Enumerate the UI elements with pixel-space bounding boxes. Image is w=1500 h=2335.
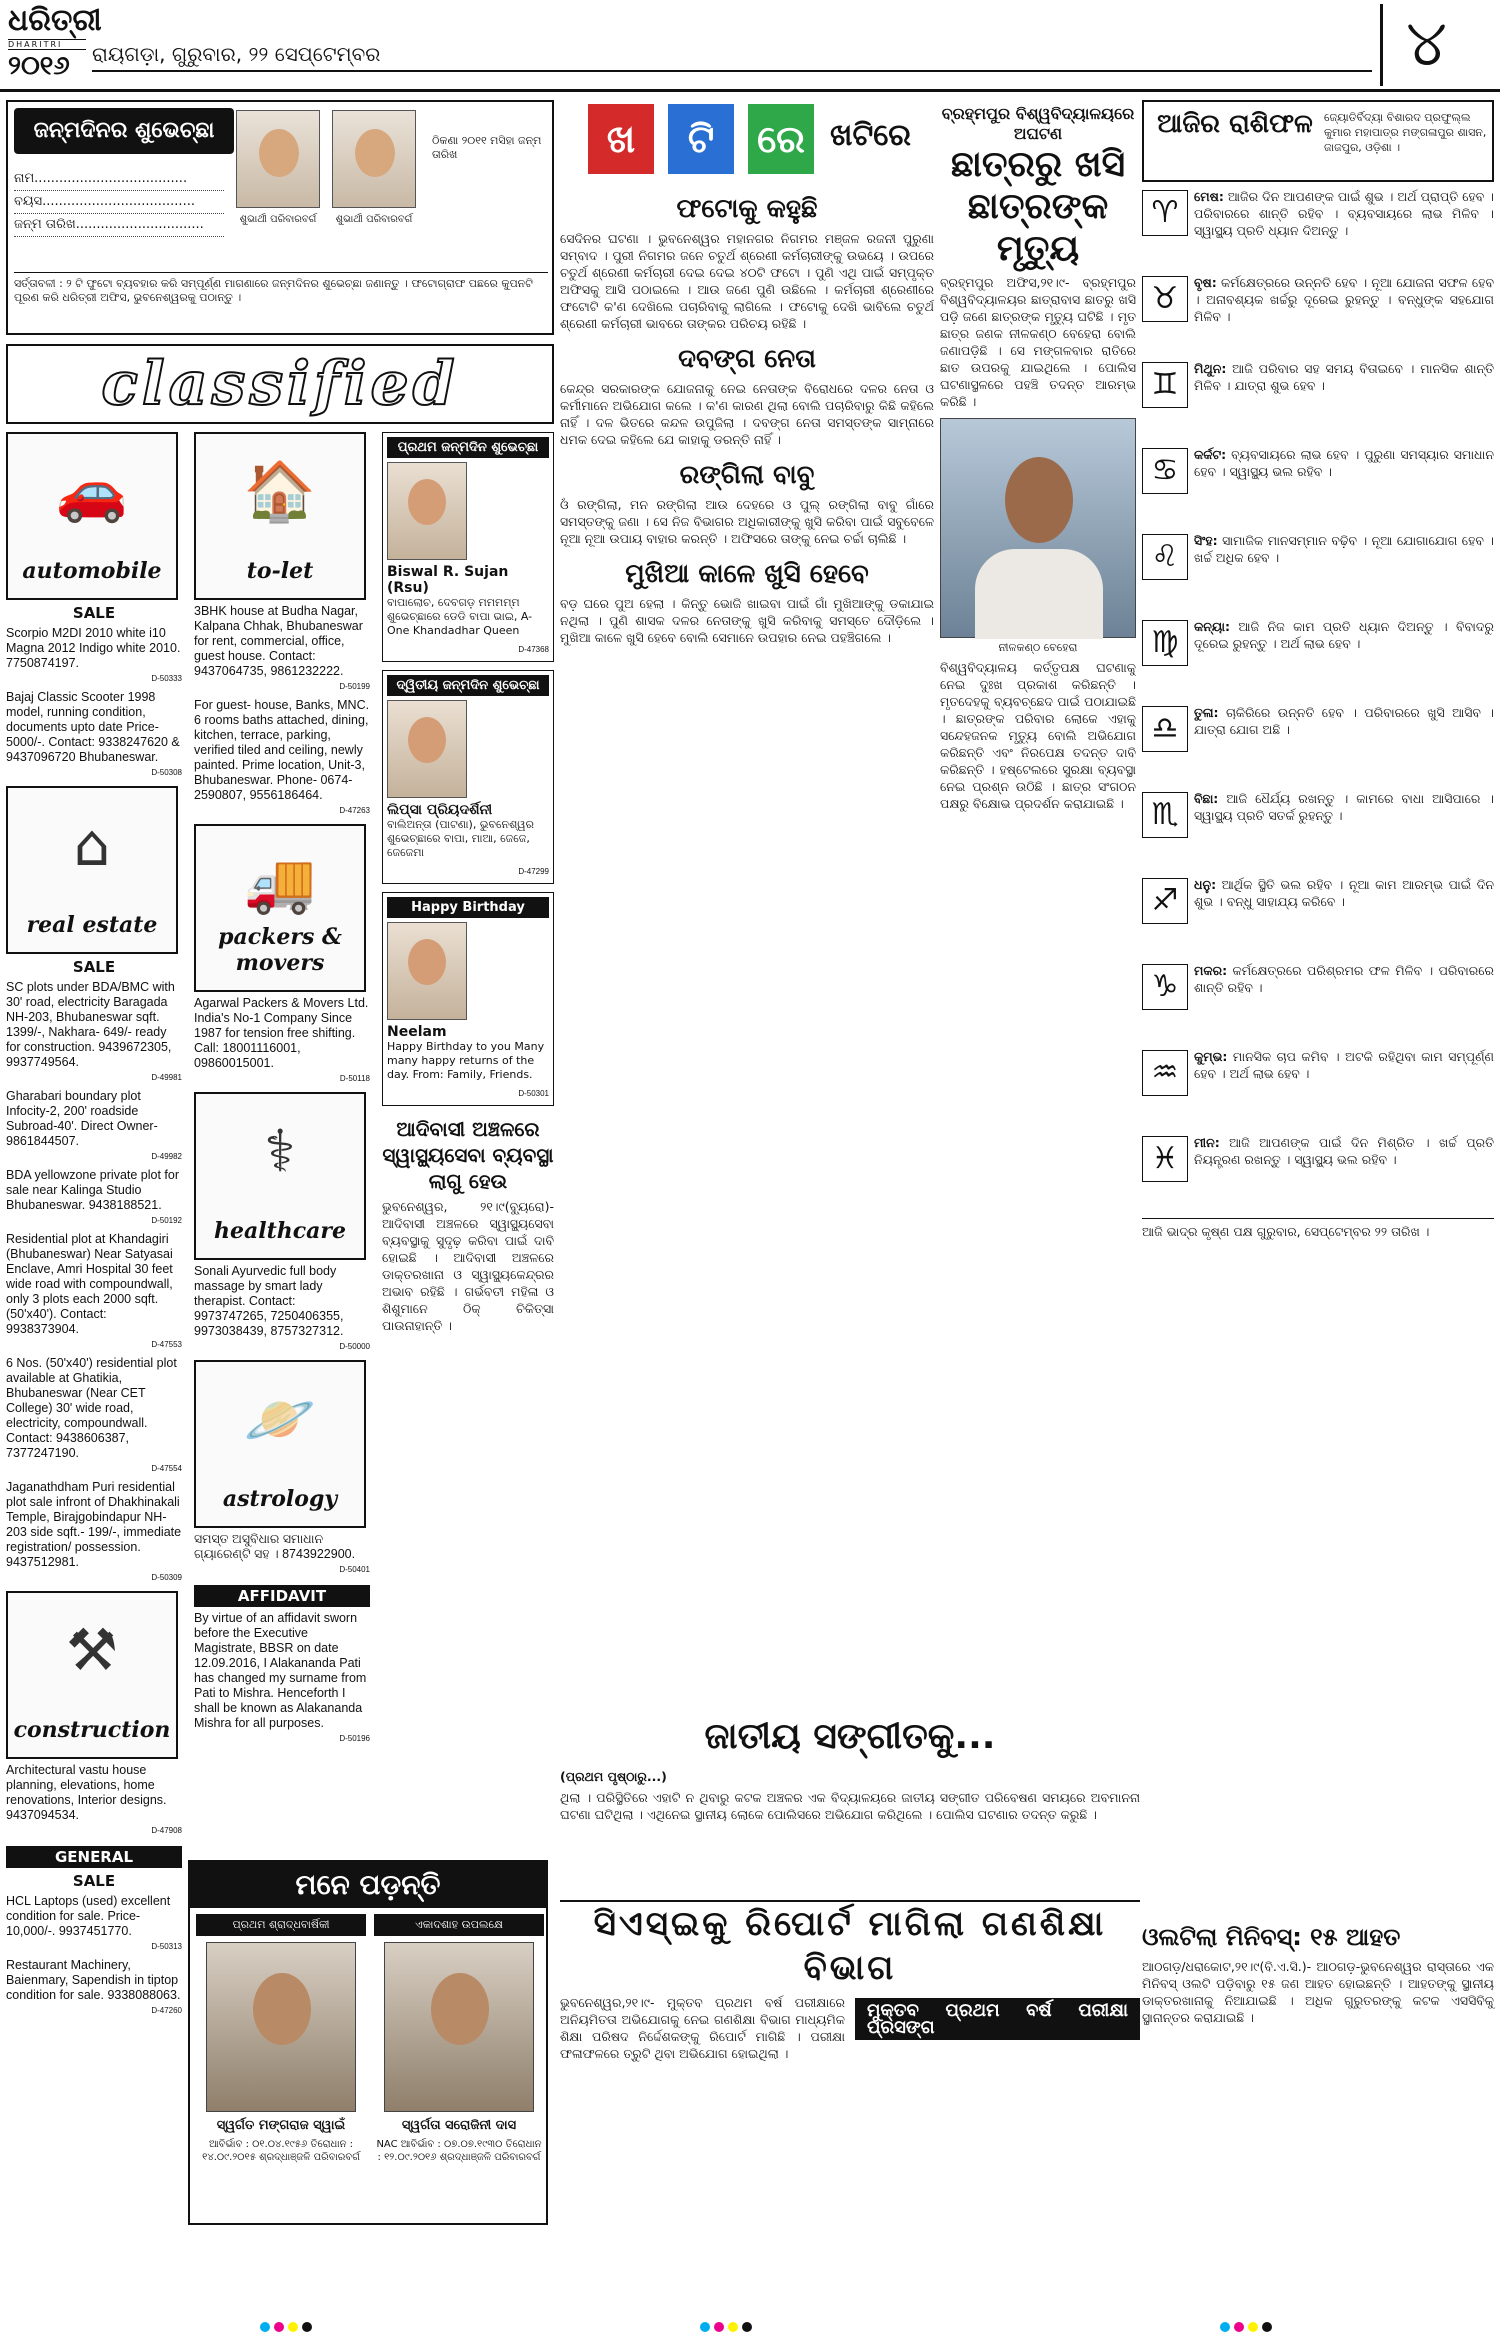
mane-text-right: NAC ଆବିର୍ଭାବ : ୦୭.୦୭.୧୯୩୦ ତିରୋଧାନ : ୧୨.୦୯.୨୦୧୬ ଶ୍ରଦ୍ଧାଞ୍ଜଳି ପରିବାରବର୍ଗ: [376, 2139, 542, 2163]
year: ୨୦୧୬: [8, 51, 70, 81]
rashi-item: [1142, 1134, 1494, 1214]
sangeet-body: ଥିଲା । ପରିସ୍ଥିତିରେ ଏହାଟି ନ ଥିବାରୁ କଟକ ଅଞ୍ଚଳର ଏକ ବିଦ୍ୟାଳୟରେ ଜାତୀୟ ସଙ୍ଗୀତ ପରିବେଷଣ ସମୟରେ ଅବମାନନା ଘଟଣା ଘଟିଥିଲା । ଏଥିନେଇ ସ୍ଥାନୀୟ ଲୋକେ ପୋଲିସରେ ଅଭିଯୋଗ କରିଥିଲେ । ପୋଲିସ ଘଟଣାର ତଦନ୍ତ କରୁଛି ।: [560, 1790, 1140, 1822]
rashi-name: କନ୍ୟା:: [1194, 619, 1231, 634]
rashi-list: [1142, 188, 1494, 1214]
rashi-item: [1142, 274, 1494, 354]
wish-card: [382, 432, 554, 662]
bull-icon: ♉: [1142, 276, 1188, 322]
truck-icon: 🚚: [243, 849, 317, 917]
wish-photo: [387, 700, 467, 798]
page-number: ୪: [1380, 4, 1470, 86]
rashi-name: ଧନୁ:: [1194, 877, 1217, 892]
story-body: ବଡ଼ ଘରେ ପୁଅ ହେଲା । କିନ୍ତୁ ଭୋଜି ଖାଇବା ପାଇଁ ଗାଁ ମୁଖିଆଙ୍କୁ ଡକାଯାଇ ନଥିଲା । ପୁଣି ଶାସକ ଦଳର ନେତାଙ୍କୁ ଖୁସି କରିବାକୁ ସମସ୍ତେ ଦୌଡ଼ିଲେ । ମୁଖିଆ କାଳେ ଖୁସି ହେବେ ବୋଲି ସେମାନେ ଉପହାର ନେଇ ପହଞ୍ଚିଗଲେ ।: [560, 596, 934, 645]
child-face-2: [355, 129, 395, 177]
student-photo: [940, 418, 1136, 638]
classified-ad: [6, 1763, 182, 1838]
ad-code: D-47263: [339, 806, 370, 815]
classified-ad: [6, 980, 182, 1085]
tile-label: packers & movers: [218, 924, 342, 976]
story-body: କେନ୍ଦ୍ର ସରକାରଙ୍କ ଯୋଜନାକୁ ନେଇ ନେତାଙ୍କ ବିରୋଧରେ ଦଳର ନେତା ଓ କର୍ମୀମାନେ ଅଭିଯୋଗ କଲେ । କ'ଣ କାରଣ ଥିଲା ବୋଲି ପଚାରିବାରୁ କିଛି କହିଲେ ନାହିଁ । ଦଳ ଭିତରେ କନ୍ଦଳ ଉପୁଜିଲା । ଦବଙ୍ଗ ନେତା ସମସ୍ତଙ୍କ ସାମ୍ନାରେ ଧମକ ଦେଇ କହିଲେ ଯେ କାହାକୁ ଡରନ୍ତି ନାହିଁ ।: [560, 381, 934, 447]
wish-card: [382, 670, 554, 884]
khatire-banner: [560, 104, 934, 182]
rashi-text: [1194, 790, 1494, 824]
scales-icon: ♎: [1142, 706, 1188, 752]
automobile-tile: [6, 432, 178, 600]
rashi-item: [1142, 360, 1494, 440]
cse-columns: [560, 1994, 1140, 2062]
ad-text: Scorpio M2DI 2010 white i10 Magna 2012 Indigo white 2010. 7750874197.: [6, 626, 181, 670]
mane-face-right: [431, 1973, 489, 2045]
story-head: ମୁଖିଆ କାଳେ ଖୁସି ହେବେ: [625, 559, 869, 589]
mane-sub-left: ପ୍ରଥମ ଶ୍ରାଦ୍ଧବାର୍ଷିକୀ: [196, 1914, 366, 1936]
ram-icon: ♈: [1142, 190, 1188, 236]
car-icon: 🚗: [55, 457, 129, 525]
ad-text: BDA yellowzone private plot for sale near Kalinga Studio Bhubaneswar. 9438188521.: [6, 1168, 180, 1212]
ad-text: Restaurant Machinery, Baienmary, Sapendish in tiptop condition for sale. 9338088063.: [6, 1958, 181, 2002]
ad-code: D-50192: [151, 1216, 182, 1225]
stethoscope-icon: ⚕: [264, 1117, 296, 1185]
real-estate-tile: [6, 786, 178, 954]
lion-icon: ♌: [1142, 534, 1188, 580]
ad-text: Jaganathdham Puri residential plot sale infront of Dhakhinakali Temple, Birajgobindapur NH-203 side sqft.- 199/-, immediate registration/ possession. 9437512981.: [6, 1480, 182, 1569]
child-photo-1: [236, 110, 320, 208]
planet-icon: 🪐: [243, 1385, 317, 1453]
wish-name: Neelam: [387, 1024, 447, 1040]
ad-code: D-47368: [518, 645, 549, 654]
mane-name-right: ସ୍ୱର୍ଗତା ସରୋଜିନୀ ଦାସ: [401, 2118, 517, 2133]
ad-text: Agarwal Packers & Movers Ltd. India's No-1 Company Since 1987 for tension free shifting. Call: 18001116001, 09860015001.: [194, 996, 369, 1070]
crab-icon: ♋: [1142, 448, 1188, 494]
rashi-prediction: ଆଜିର ଦିନ ଆପଣଙ୍କ ପାଇଁ ଶୁଭ । ଅର୍ଥ ପ୍ରାପ୍ତି ହେବ । ପରିବାରରେ ଶାନ୍ତି ରହିବ । ବ୍ୟବସାୟରେ ଲାଭ ମିଳିବ । ସ୍ୱାସ୍ଥ୍ୟ ପ୍ରତି ଧ୍ୟାନ ଦିଅନ୍ତୁ ।: [1194, 189, 1494, 238]
classified-ad: [194, 1532, 370, 1577]
form-line-name: ନାମ.....................................: [14, 168, 224, 191]
reg-dot-cyan: [700, 2322, 710, 2332]
ad-code: D-49981: [151, 1073, 182, 1082]
rashi-name: ବିଛା:: [1194, 791, 1219, 806]
news-kicker: ବ୍ରହ୍ମପୁର ବିଶ୍ୱବିଦ୍ୟାଳୟରେ ଅଘଟଣ: [941, 104, 1135, 143]
mane-sub-right: ଏକାଦଶାହ ଉପଲକ୍ଷେ: [374, 1914, 544, 1936]
rashi-item: [1142, 704, 1494, 784]
tile-label: construction: [13, 1717, 171, 1743]
story-head: ରଙ୍ଗିଲା ବାବୁ: [679, 460, 815, 490]
tribal-head: ଆଦିବାସୀ ଅଞ୍ଚଳରେ ସ୍ୱାସ୍ଥ୍ୟସେବା ବ୍ୟବସ୍ଥା ଲାଗୁ ହେଉ: [382, 1117, 554, 1193]
rashi-text: [1194, 360, 1494, 394]
news-column-c: [940, 100, 1136, 1810]
goat-icon: ♑: [1142, 964, 1188, 1010]
photo-caption: ନୀଳକଣ୍ଠ ବେହେରା: [998, 641, 1078, 654]
astrology-tile: [194, 1360, 366, 1528]
news-headline: ଛାତ୍ରରୁ ଖସି ଛାତ୍ରଙ୍କ ମୃତ୍ୟୁ: [950, 144, 1126, 269]
archer-icon: ♐: [1142, 878, 1188, 924]
minibus-head: ଓଲଟିଲା ମିନିବସ୍‌: ୧୫ ଆହତ: [1142, 1923, 1401, 1951]
wish-head: ପ୍ରଥମ ଜନ୍ମଦିନ ଶୁଭେଚ୍ଛା: [387, 437, 549, 458]
rashi-text: [1194, 704, 1494, 738]
rashi-text: [1194, 1134, 1494, 1168]
birthday-coupon: [6, 100, 554, 335]
birthday-terms: ସର୍ତ୍ତାବଳୀ : ୨ ଟି ଫୁଟୋ ବ୍ୟବହାର କରି ସମ୍ପୂର୍ଣ୍ଣ ମାଗଣାରେ ଜନ୍ମଦିନର ଶୁଭେଚ୍ଛା ଜଣାନ୍ତୁ । ଫଟୋଗ୍ରାଫ ପଛରେ କୁପନଟି ପୂରଣ କରି ଧରିତ୍ରୀ ଅଫିସ, ଭୁବନେଶ୍ୱରକୁ ପଠାନ୍ତୁ ।: [14, 272, 548, 305]
rashi-text: [1194, 274, 1494, 325]
brand-sub: DHARITRI: [8, 39, 86, 50]
ad-text: ସମସ୍ତ ଅସୁବିଧାର ସମାଧାନ ଗ୍ୟାରେଣ୍ଟି ସହ । 8743922900.: [194, 1532, 356, 1561]
signboard-icon: 🏠: [243, 457, 317, 525]
rashi-text: [1194, 876, 1494, 910]
news-body-1: ବ୍ରହ୍ମପୁର ଅଫିସ,୨୧।୯- ବ୍ରହ୍ମପୁର ବିଶ୍ୱବିଦ୍ୟାଳୟର ଛାତ୍ରାବାସ ଛାତରୁ ଖସି ପଡ଼ି ଜଣେ ଛାତ୍ରଙ୍କ ମୃତ୍ୟୁ ଘଟିଛି । ମୃତ ଛାତ୍ର ଜଣକ ନୀଳକଣ୍ଠ ବେହେରା ବୋଲି ଜଣାପଡ଼ିଛି । ସେ ମଙ୍ଗଳବାର ରାତିରେ ଛାତ ଉପରକୁ ଯାଇଥିଲେ । ପୋଲିସ ଘଟଣାସ୍ଥଳରେ ପହଞ୍ଚି ତଦନ୍ତ ଆରମ୍ଭ କରିଛି ।: [940, 275, 1136, 409]
classified-ad: [6, 690, 182, 780]
ad-code: D-50313: [151, 1942, 182, 1951]
sangeet-story: [560, 1710, 1140, 1823]
crane-icon: ⚒: [66, 1616, 118, 1684]
ad-code: D-47260: [151, 2006, 182, 2015]
sangeet-head: ଜାତୀୟ ସଙ୍ଗୀତକୁ...: [704, 1716, 996, 1757]
classified-ad: [194, 604, 370, 694]
rashi-text: [1194, 188, 1494, 239]
classified-ad: [6, 1958, 182, 2018]
rashi-prediction: ବ୍ୟବସାୟରେ ଲାଭ ହେବ । ପୁରୁଣା ସମସ୍ୟାର ସମାଧାନ ହେବ । ସ୍ୱାସ୍ଥ୍ୟ ଭଲ ରହିବ ।: [1194, 447, 1494, 479]
classified-ad: [6, 1480, 182, 1585]
ad-code: D-47299: [518, 867, 549, 876]
rashi-prediction: ମାନସିକ ଚାପ କମିବ । ଅଟକି ରହିଥିବା କାମ ସମ୍ପୂର୍ଣ୍ଣ ହେବ । ଅର୍ଥ ଲାଭ ହେବ ।: [1194, 1049, 1494, 1081]
rashi-item: [1142, 876, 1494, 956]
classified-banner-text: classified: [101, 349, 459, 419]
reg-dot-black: [742, 2322, 752, 2332]
ad-text: Sonali Ayurvedic full body massage by smart lady therapist. Contact: 9973747265, 7250406355, 9973038439, 8757327312.: [194, 1264, 344, 1338]
tile-label: automobile: [22, 558, 162, 584]
affidavit-ad: [194, 1611, 370, 1746]
ad-code: D-47908: [151, 1826, 182, 1835]
ad-code: D-50301: [518, 1089, 549, 1098]
ad-text: Residential plot at Khandagiri (Bhubaneswar) Near Satyasai Enclave, Amri Hospital 30 feet wide road with compoundwall, only 3 plots each 2000 sqft. (50'x40'). Contact: 9938373904.: [6, 1232, 173, 1336]
mane-name-left: ସ୍ୱର୍ଗତ ମଙ୍ଗରାଜ ସ୍ୱାଇଁ: [216, 2118, 346, 2133]
rashi-prediction: କର୍ମକ୍ଷେତ୍ରରେ ପରିଶ୍ରମର ଫଳ ମିଳିବ । ପରିବାରରେ ଶାନ୍ତି ରହିବ ।: [1194, 963, 1494, 995]
brand-name: ଧରିତ୍ରୀ: [8, 3, 102, 38]
reg-dot-cyan: [260, 2322, 270, 2332]
classified-ad: [194, 1264, 370, 1354]
ad-code: D-47554: [151, 1464, 182, 1473]
rashi-footer: ଆଜି ଭାଦ୍ର କୃଷ୍ଣ ପକ୍ଷ ଗୁରୁବାର, ସେପ୍ଟେମ୍ବର ୨୨ ତାରିଖ ।: [1142, 1218, 1494, 1240]
rashi-name: ମକର:: [1194, 963, 1228, 978]
masthead-rule: [92, 70, 1372, 72]
cse-subbar-wrap: [855, 1994, 1140, 2062]
wish-face: [408, 717, 446, 763]
reg-dot-yellow: [288, 2322, 298, 2332]
wishes-column: [382, 432, 554, 1334]
story-head: ଦବଙ୍ଗ ନେତା: [678, 344, 816, 374]
ad-text: HCL Laptops (used) excellent condition for sale. Price-10,000/-. 9937451770.: [6, 1894, 171, 1938]
ad-code: D-50118: [339, 1074, 370, 1083]
mane-padanti-head: ମନେ ପଡ଼ନ୍ତି: [190, 1862, 546, 1908]
ad-code: D-50401: [339, 1565, 370, 1574]
ad-text: Gharabari boundary plot Infocity-2, 200' roadside Subroad-40'. Direct Owner-9861844507.: [6, 1089, 158, 1148]
classified-ad: [194, 698, 370, 818]
rashi-item: [1142, 790, 1494, 870]
tile-label: to-let: [246, 558, 314, 584]
ad-text: 6 Nos. (50'x40') residential plot available at Ghatikia, Bhubaneswar (Near CET College) 30' wide road, electricity, compoundwall. Contact: 9438606387, 7377247190.: [6, 1356, 177, 1460]
rashi-item: [1142, 532, 1494, 612]
classified-ad: [6, 1168, 182, 1228]
story-head: ଫଟୋକୁ କହୁଛି: [676, 194, 818, 224]
ad-code: D-50309: [151, 1573, 182, 1582]
rashi-name: ବୃଷ:: [1194, 275, 1217, 290]
classified-sub-column-2: [194, 432, 370, 1746]
tile-label: healthcare: [214, 1218, 346, 1244]
mane-photo-right: [384, 1942, 534, 2112]
birthday-address: ଠିକଣା ୨୦୧୧ ମସିହା ଜନ୍ମ ତାରିଖ: [432, 134, 542, 161]
rashi-name: ମିଥୁନ:: [1194, 361, 1227, 376]
reg-dot-magenta: [274, 2322, 284, 2332]
form-line-dob: ଜନ୍ମ ତାରିଖ...............................: [14, 214, 224, 237]
ad-text: By virtue of an affidavit sworn before the Executive Magistrate, BBSR on date 12.09.2016, I Alakananda Pati has changed my surname from Pati to Mishra. Henceforth I shall be known as Alakananda Mishra for all purposes.: [194, 1611, 367, 1730]
khatire-column: [560, 100, 934, 1810]
kh-rest: ଖଟିରେ: [830, 118, 911, 153]
student-shirt: [975, 549, 1103, 639]
rashiphal-title: ଆଜିର ରାଶିଫଳ: [1157, 109, 1313, 139]
mane-photo-left: [206, 1942, 356, 2112]
mane-text-left: ଆବିର୍ଭାବ : ୦୧.୦୪.୧୯୫୬ ତିରୋଧାନ : ୧୪.୦୯.୨୦୧୫ ଶ୍ରଦ୍ଧାଞ୍ଜଳି ପରିବାରବର୍ଗ: [202, 2139, 360, 2163]
birthday-coupon-title: ଜନ୍ମଦିନର ଶୁଭେଚ୍ଛା: [14, 108, 234, 154]
section-head: SALE: [72, 1872, 116, 1890]
ad-code: D-50308: [151, 768, 182, 777]
ad-text: Bajaj Classic Scooter 1998 model, running condition, documents upto date Price-5000/-. Contact: 9338247620 & 9437096720 Bhubaneswar.: [6, 690, 180, 764]
astrologer-credit: ଜ୍ୟୋତିର୍ବିଦ୍ୟା ବିଶାରଦ ପ୍ରଫୁଲ୍ଲ କୁମାର ମହାପାତ୍ର ମଙ୍ଗଳାପୁର ଶାସନ, ଜାଜପୁର, ଓଡ଼ିଶା ।: [1324, 111, 1487, 154]
birthday-form-lines: [14, 168, 224, 237]
house-icon: ⌂: [73, 811, 111, 879]
rashi-item: [1142, 1048, 1494, 1128]
child-face-1: [259, 129, 299, 177]
rashi-prediction: କର୍ମକ୍ଷେତ୍ରରେ ଉନ୍ନତି ହେବ । ନୂଆ ଯୋଜନା ସଫଳ ହେବ । ଅନାବଶ୍ୟକ ଖର୍ଚ୍ଚରୁ ଦୂରେଇ ରୁହନ୍ତୁ । ବନ୍ଧୁଙ୍କ ସହଯୋଗ ମିଳିବ ।: [1194, 275, 1494, 324]
tile-label: astrology: [222, 1486, 338, 1512]
kh-tile-2: ଟି: [668, 104, 734, 174]
fish-icon: ♓: [1142, 1136, 1188, 1182]
rashiphal-column: [1142, 100, 1494, 1900]
rashi-item: [1142, 446, 1494, 526]
registration-marks: [0, 2318, 1500, 2335]
ad-code: D-47553: [151, 1340, 182, 1349]
child-caption-2: ଶୁଭାର୍ଥୀ ପରିବାରବର୍ଗ: [335, 214, 413, 225]
rashi-prediction: ସାମାଜିକ ମାନସମ୍ମାନ ବଢ଼ିବ । ନୂଆ ଯୋଗାଯୋଗ ହେବ । ଖର୍ଚ୍ଚ ଅଧିକ ହେବ ।: [1194, 533, 1494, 565]
section-head: SALE: [72, 958, 116, 976]
reg-dot-yellow: [1248, 2322, 1258, 2332]
packers-movers-tile: [194, 824, 366, 992]
affidavit-bar: AFFIDAVIT: [194, 1585, 370, 1607]
ad-code: D-50196: [339, 1734, 370, 1743]
rashi-text: [1194, 618, 1494, 652]
wish-card: [382, 892, 554, 1106]
to-let-tile: [194, 432, 366, 600]
rashi-name: ମୀନ:: [1194, 1135, 1220, 1150]
scorpion-icon: ♏: [1142, 792, 1188, 838]
ad-code: D-50333: [151, 674, 182, 683]
general-bar: GENERAL: [6, 1846, 182, 1868]
twins-icon: ♊: [1142, 362, 1188, 408]
rashi-name: କର୍କଟ:: [1194, 447, 1227, 462]
rashi-prediction: ଆଜି ପରିବାର ସହ ସମୟ ବିତାଇବେ । ମାନସିକ ଶାନ୍ତି ମିଳିବ । ଯାତ୍ରା ଶୁଭ ହେବ ।: [1194, 361, 1494, 393]
cse-subbar: ମୁକ୍ତବ ପ୍ରଥମ ବର୍ଷ ପରୀକ୍ଷା ପ୍ରସଙ୍ଗ: [855, 1998, 1140, 2040]
rashi-prediction: ଚାକିରିରେ ଉନ୍ନତି ହେବ । ପରିବାରରେ ଖୁସି ଆସିବ । ଯାତ୍ରା ଯୋଗ ଅଛି ।: [1194, 705, 1494, 737]
classified-banner: [6, 344, 554, 424]
rashi-prediction: ଆର୍ଥିକ ସ୍ଥିତି ଭଲ ରହିବ । ନୂଆ କାମ ଆରମ୍ଭ ପାଇଁ ଦିନ ଶୁଭ । ବନ୍ଧୁ ସାହାଯ୍ୟ କରିବେ ।: [1194, 877, 1494, 909]
tile-label: real estate: [26, 912, 158, 938]
child-caption-1: ଶୁଭାର୍ଥୀ ପରିବାରବର୍ଗ: [239, 214, 317, 225]
rashi-name: ମେଷ:: [1194, 189, 1224, 204]
reg-dot-black: [302, 2322, 312, 2332]
reg-dot-magenta: [714, 2322, 724, 2332]
wish-name: ଲିପ୍ସା ପ୍ରିୟଦର୍ଶିନୀ: [387, 802, 493, 818]
rashi-text: [1194, 446, 1494, 480]
healthcare-tile: [194, 1092, 366, 1260]
rashiphal-title-box: [1142, 100, 1494, 182]
classified-ad: [6, 1356, 182, 1476]
wish-face: [408, 479, 446, 525]
wish-name: Biswal R. Sujan (Rsu): [387, 564, 509, 596]
sangeet-sub: (ପ୍ରଥମ ପୃଷ୍ଠାରୁ...): [560, 1769, 667, 1784]
rashi-prediction: ଆଜି ନିଜ କାମ ପ୍ରତି ଧ୍ୟାନ ଦିଅନ୍ତୁ । ବିବାଦରୁ ଦୂରେଇ ରୁହନ୍ତୁ । ଅର୍ଥ ଲାଭ ହେବ ।: [1194, 619, 1494, 651]
reg-dot-cyan: [1220, 2322, 1230, 2332]
cse-body: ଭୁବନେଶ୍ୱର,୨୧।୯- ମୁକ୍ତବ ପ୍ରଥମ ବର୍ଷ ପରୀକ୍ଷାରେ ଅନିୟମିତତା ଅଭିଯୋଗକୁ ନେଇ ଗଣଶିକ୍ଷା ବିଭାଗ ମାଧ୍ୟମିକ ଶିକ୍ଷା ପରିଷଦ ନିର୍ଦ୍ଦେଶକଙ୍କୁ ରିପୋର୍ଟ ମାଗିଛି । ପରୀକ୍ଷା ଫଳାଫଳରେ ତ୍ରୁଟି ଥିବା ଅଭିଯୋଗ ହୋଇଥିଲା ।: [560, 1995, 845, 2061]
ad-code: D-50199: [339, 682, 370, 691]
reg-dot-magenta: [1234, 2322, 1244, 2332]
classified-ad: [6, 1232, 182, 1352]
student-face: [1005, 457, 1073, 543]
rashi-name: ତୁଳା:: [1194, 705, 1219, 720]
reg-dot-black: [1262, 2322, 1272, 2332]
rashi-item: [1142, 962, 1494, 1042]
construction-tile: [6, 1591, 178, 1759]
classified-ad: [6, 1089, 182, 1164]
maiden-icon: ♍: [1142, 620, 1188, 666]
masthead: [0, 0, 1500, 92]
reg-dot-yellow: [728, 2322, 738, 2332]
story-body: ଓଁ ରଙ୍ଗିଲା, ମନ ରଙ୍ଗିଲା ଆଉ ଦେହରେ ଓ ପୁଲ୍ ରଙ୍ଗିଲା ବାବୁ ଗାଁରେ ସମସ୍ତଙ୍କୁ ଜଣା । ସେ ନିଜ ବିଭାଗର ଅଧିକାରୀଙ୍କୁ ଖୁସି କରିବା ପାଇଁ ସବୁବେଳେ ନୂଆ ନୂଆ ଉପାୟ ବାହାର କରନ୍ତି । ଅଫିସରେ ତାଙ୍କୁ ନେଇ ଚର୍ଚ୍ଚା ଚାଲିଛି ।: [560, 497, 934, 546]
rashi-prediction: ଆଜି ଆପଣଙ୍କ ପାଇଁ ଦିନ ମିଶ୍ରିତ । ଖର୍ଚ୍ଚ ପ୍ରତି ନିୟନ୍ତ୍ରଣ ରଖନ୍ତୁ । ସ୍ୱାସ୍ଥ୍ୟ ଭଲ ରହିବ ।: [1194, 1135, 1494, 1167]
news-body-2: ବିଶ୍ୱବିଦ୍ୟାଳୟ କର୍ତ୍ତୃପକ୍ଷ ଘଟଣାକୁ ନେଇ ଦୁଃଖ ପ୍ରକାଶ କରିଛନ୍ତି । ମୃତଦେହକୁ ବ୍ୟବଚ୍ଛେଦ ପାଇଁ ପଠାଯାଇଛି । ଛାତ୍ରଙ୍କ ପରିବାର ଲୋକେ ଏହାକୁ ସନ୍ଦେହଜନକ ମୃତ୍ୟୁ ବୋଲି ଅଭିଯୋଗ କରିଛନ୍ତି ଏବଂ ନିରପେକ୍ଷ ତଦନ୍ତ ଦାବି କରିଛନ୍ତି । ହଷ୍ଟେଲରେ ସୁରକ୍ଷା ବ୍ୟବସ୍ଥା ନେଇ ପ୍ରଶ୍ନ ଉଠିଛି । ଛାତ୍ର ସଂଗଠନ ପକ୍ଷରୁ ବିକ୍ଷୋଭ ପ୍ରଦର୍ଶନ କରାଯାଇଛି ।: [940, 660, 1136, 811]
kh-tile-3: ରେ: [748, 104, 814, 174]
wish-head: ଦ୍ୱିତୀୟ ଜନ୍ମଦିନ ଶୁଭେଚ୍ଛା: [387, 675, 549, 696]
wish-text: ବାପାଲୋଚ, ଦେବଗଡ଼ ମମମମ୍ମ ଶୁଭେଚ୍ଛାରେ ଡେଡି ବାପା ଭାଇ, A-One Khandadhar Queen: [387, 596, 533, 637]
story-body: ସେଦିନର ଘଟଣା । ଭୁବନେଶ୍ୱର ମହାନଗର ନିଗମର ମଞ୍ଜଳ ରଜନୀ ପୁରୁଣା ସମ୍ବାଦ । ପୁରୀ ନିଗମର ଜନେ ଚତୁର୍ଥ ଶ୍ରେଣୀ କର୍ମଚାରୀଙ୍କୁ ଉଭୟେ । ଉପରେ ଚତୁର୍ଥ ଶ୍ରେଣୀ କର୍ମଚାରୀ ଦେଇ ଦେଇ ୪୦ଟି ଫଟୋ । ପୁଣି ଏଥି ପାଇଁ ସମ୍ପୃକ୍ତ ଅଫିସକୁ ଆସି ପଠାଇଲେ । ଆଉ ଜଣେ ପୁଣି ଉଛିଲେ । କର୍ମଚାରୀ ଶ୍ରେଣୀରେ ଫଟୋଟି କ'ଣ ଦେଖିଲେ ପଚାରିବାକୁ ଲାଗିଲେ । ଫଟୋକୁ ଦେଖି ଭାବିଲେ ଚତୁର୍ଥ ଶ୍ରେଣୀ କର୍ମଚାରୀ ଭାବରେ ତାଙ୍କର ପରିଚୟ ରହିଛି ।: [560, 231, 934, 331]
newspaper-logo: [8, 3, 102, 84]
tribal-body: ଭୁବନେଶ୍ୱର, ୨୧।୯(ବ୍ୟୁରୋ)- ଆଦିବାସୀ ଅଞ୍ଚଳରେ ସ୍ୱାସ୍ଥ୍ୟସେବା ବ୍ୟବସ୍ଥାକୁ ସୁଦୃଢ଼ କରିବା ପାଇଁ ଦାବି ହୋଇଛି । ଆଦିବାସୀ ଅଞ୍ଚଳରେ ଡାକ୍ତରଖାନା ଓ ସ୍ୱାସ୍ଥ୍ୟକେନ୍ଦ୍ରର ଅଭାବ ରହିଛି । ଗର୍ଭବତୀ ମହିଳା ଓ ଶିଶୁମାନେ ଠିକ୍ ଚିକିତ୍ସା ପାଉନାହାନ୍ତି ।: [382, 1199, 554, 1333]
cse-head: ସିଏସ୍‌ଇକୁ ରିପୋର୍ଟ ମାଗିଲା ଗଣଶିକ୍ଷା ବିଭାଗ: [560, 1900, 1140, 1990]
mane-face-left: [253, 1973, 311, 2045]
rashi-name: କୁମ୍ଭ:: [1194, 1049, 1228, 1064]
minibus-body: ଆଠଗଡ଼/ଧରାକୋଟ,୨୧।୯(ବି.ଏ.ସି.)- ଆଠଗଡ଼-ଭୁବନେଶ୍ୱର ରାସ୍ତାରେ ଏକ ମିନିବସ୍‌ ଓଲଟି ପଡ଼ିବାରୁ ୧୫ ଜଣ ଆହତ ହୋଇଛନ୍ତି । ଆହତଙ୍କୁ ସ୍ଥାନୀୟ ଡାକ୍ତରଖାନାକୁ ନିଆଯାଇଛି । ଅଧିକ ଗୁରୁତରଙ୍କୁ କଟକ ଏସସିବିକୁ ସ୍ଥାନାନ୍ତର କରାଯାଇଛି ।: [1142, 1959, 1494, 2025]
dateline: ରାୟଗଡ଼ା, ଗୁରୁବାର, ୨୨ ସେପ୍ଟେମ୍ବର: [92, 42, 381, 66]
rashi-text: [1194, 1048, 1494, 1082]
classified-ad: [6, 626, 182, 686]
minibus-story: [1142, 1910, 1494, 2026]
rashi-name: ସିଂହ:: [1194, 533, 1218, 548]
classified-column: [6, 100, 554, 2325]
classified-ad: [6, 1894, 182, 1954]
wish-face: [408, 939, 446, 985]
rashi-text: [1194, 532, 1494, 566]
wish-photo: [387, 462, 467, 560]
cse-story: [560, 1900, 1140, 2062]
section-head: SALE: [72, 604, 116, 622]
wish-head: Happy Birthday: [387, 897, 549, 918]
classified-sub-column-1: [6, 432, 182, 2018]
kh-tile-1: ଖ: [588, 104, 654, 174]
ad-code: D-49982: [151, 1152, 182, 1161]
wish-photo: [387, 922, 467, 1020]
child-photo-2: [332, 110, 416, 208]
ad-text: Architectural vastu house planning, elevations, home renovations, Interior designs. 9437094534.: [6, 1763, 167, 1822]
ad-text: 3BHK house at Budha Nagar, Kalpana Chhak, Bhubaneswar for rent, commercial, office, guest house. Contact: 9437064735, 9861232222.: [194, 604, 363, 678]
ad-text: For guest- house, Banks, MNC. 6 rooms baths attached, dining, kitchen, terrace, parking, verified tiled and ceiling, newly painted. Prime location, Unit-3, Bhubaneswar. Phone- 0674- 2590807, 9556186464.: [194, 698, 370, 802]
form-line-age: ବୟସ.....................................: [14, 191, 224, 214]
rashi-item: [1142, 618, 1494, 698]
rashi-item: [1142, 188, 1494, 268]
wish-text: ବାଲିଅନ୍ତା (ପାଟଣା), ଭୁବନେଶ୍ୱର ଶୁଭେଚ୍ଛାରେ ବାପା, ମାଆ, ଜେଜେ, ଜେଜେମା: [387, 818, 534, 859]
wish-text: Happy Birthday to you Many many happy returns of the day. From: Family, Friends.: [387, 1040, 545, 1081]
rashi-prediction: ଆଜି ଧୈର୍ଯ୍ୟ ରଖନ୍ତୁ । କାମରେ ବାଧା ଆସିପାରେ । ସ୍ୱାସ୍ଥ୍ୟ ପ୍ରତି ସତର୍କ ରୁହନ୍ତୁ ।: [1194, 791, 1494, 823]
ad-text: SC plots under BDA/BMC with 30' road, electricity Baragada NH-203, Bhubaneswar sqft. 1399/-, Nakhara- 649/- ready for construction. 9439672305, 9937749564.: [6, 980, 175, 1069]
mane-padanti-box: [188, 1860, 548, 2225]
ad-code: D-50000: [339, 1342, 370, 1351]
waterbearer-icon: ♒: [1142, 1050, 1188, 1096]
classified-ad: [194, 996, 370, 1086]
rashi-text: [1194, 962, 1494, 996]
